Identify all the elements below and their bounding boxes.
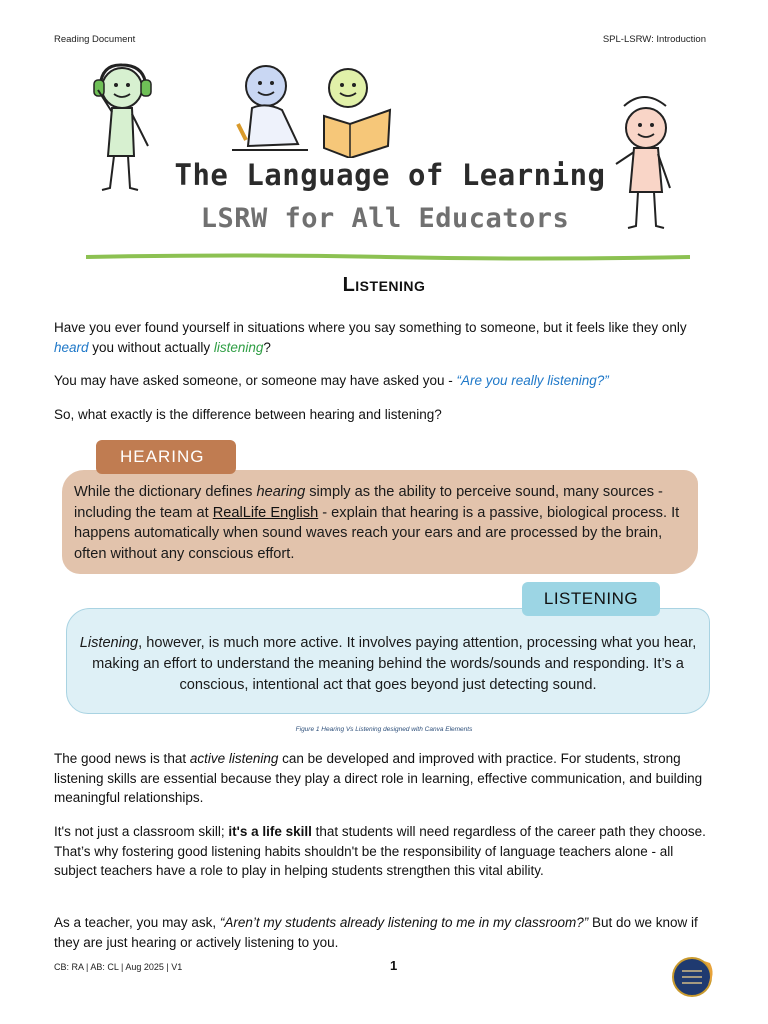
intro-paragraph-1: [54, 318, 718, 357]
body-paragraph-3: [54, 913, 718, 952]
text-span: As a teacher, you may ask,: [54, 915, 220, 930]
text-span: - explain that hearing is a passive, biological process. It happens automatically when sound waves reach your ears and are processed by the brain, often without any conscious effort.: [74, 504, 680, 562]
listening-text: [70, 633, 706, 696]
banner-title: The Language of Learning: [174, 158, 606, 192]
life-skill-strong: it's a life skill: [228, 824, 312, 839]
text-span: It's not just a classroom skill;: [54, 824, 229, 839]
headphones-figure-icon: [86, 60, 156, 196]
body-paragraph-2: [54, 822, 718, 881]
reading-figure-icon: [316, 66, 396, 158]
hearing-text: [74, 482, 690, 564]
body-paragraph-1: [54, 749, 718, 808]
text-span: simply as the ability to perceive sound, many sources - including the team at: [74, 484, 663, 521]
text-span: that students will need regardless of the career path they choose. That’s why fostering good listening habits shouldn't be the responsibility of language teachers alone - all subject teachers have a role to play in helping students strengthen this vital ability.: [54, 824, 706, 878]
text-span: , however, is much more active. It involves paying attention, processing what you hear, making an effort to understand the meaning behind the words/sounds and responding. It’s a conscious, intentional act that goes beyond just detecting sound.: [92, 635, 697, 693]
reallife-english-link[interactable]: RealLife English: [212, 504, 319, 521]
active-listening-emphasis: active listening: [189, 751, 279, 766]
page-number: 1: [390, 958, 398, 973]
quote: “Are you really listening?”: [456, 373, 609, 388]
section-heading: Listening: [342, 274, 426, 296]
text-span: ?: [263, 339, 271, 355]
hearing-emphasis: hearing: [256, 484, 306, 500]
text-span: can be developed and improved with practice. For students, strong listening skills are essential because they play a direct role in learning, effective communication, and building meaningful relationships.: [54, 751, 703, 805]
text-span: Have you ever found yourself in situations where you say something to someone, but it feels like they only: [54, 320, 687, 335]
listening-emphasis: Listening: [79, 635, 139, 651]
text-span: You may have asked someone, or someone may have asked you -: [54, 373, 457, 388]
hearing-tab: HEARING: [96, 440, 236, 474]
academy-logo-icon: [670, 955, 718, 999]
teacher-quote: “Aren’t my students already listening to me in my classroom?”: [219, 915, 589, 930]
figure-caption: Figure 1 Hearing Vs Listening designed with Canva Elements: [295, 726, 473, 733]
header-right: SPL-LSRW: Introduction: [602, 34, 706, 45]
text-span: While the dictionary defines: [74, 484, 257, 500]
listening-tab: LISTENING: [522, 582, 660, 616]
footer-credits: CB: RA | AB: CL | Aug 2025 | V1: [54, 962, 183, 972]
header-left: Reading Document: [54, 34, 136, 45]
intro-paragraph-3: So, what exactly is the difference between hearing and listening?: [54, 407, 442, 422]
listening-word: listening: [213, 339, 264, 355]
text-span: you without actually: [88, 339, 214, 355]
text-span: The good news is that: [54, 751, 190, 766]
banner-divider: [86, 252, 690, 262]
text-span: But do we know if they are just hearing or actively listening to you.: [54, 915, 698, 950]
writing-figure-icon: [228, 64, 312, 156]
heard-word: heard: [54, 339, 89, 355]
intro-paragraph-2: [54, 371, 718, 391]
banner-subtitle: LSRW for All Educators: [200, 203, 570, 234]
